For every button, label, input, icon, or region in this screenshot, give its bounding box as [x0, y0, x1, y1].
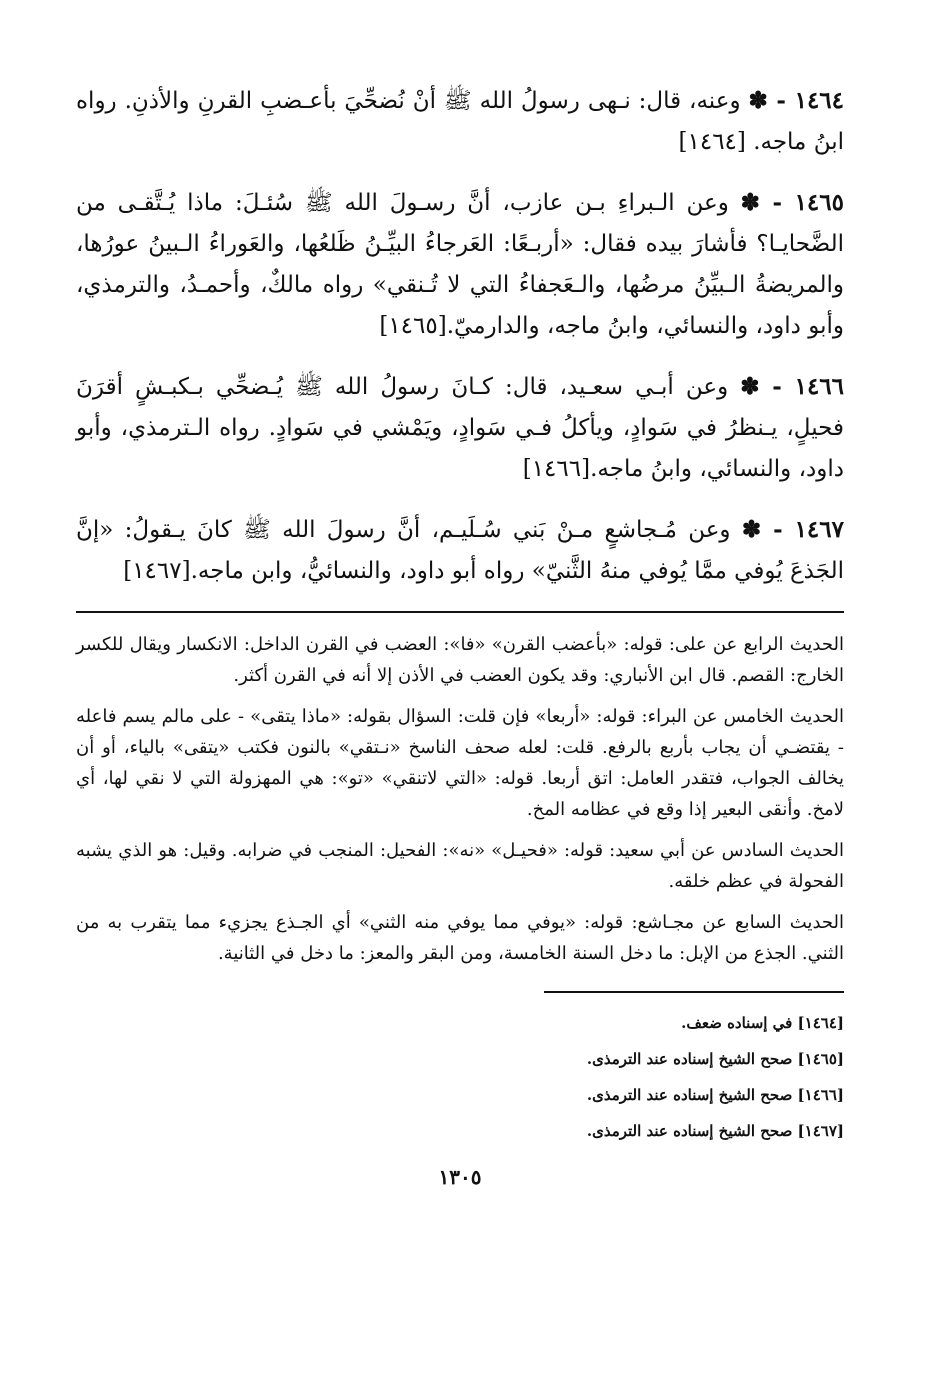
hadith-text: وعن الـبراءِ بـن عازب، أنَّ رسـولَ الله ﷺ سُئـلَ: ماذا يُـتَّقـى من الضَّحايـا؟ فأشارَ بيده فقال: «أربـعًا: العَرجاءُ البيِّـنُ ظَلعُها، والعَوراءُ الـبينُ عورُها، والمريضةُ الـبيِّنُ مرضُها، والـعَجفاءُ التي لا تُـنقي» رواه مالكٌ، وأحمـدُ، والترمذي، وأبو داود، والنسائي، وابنُ ماجه، والدارميّ.[١٤٦٥] [76, 190, 844, 339]
hadith-number: ١٤٦٦ - ✽ [740, 373, 845, 400]
commentary-section [76, 629, 844, 969]
hadith-number: ١٤٦٤ - ✽ [748, 87, 845, 114]
hadith-1467 [76, 509, 844, 592]
commentary-paragraph: الحديث السابع عن مجـاشع: قوله: «يوفي مما يوفي منه الثني» أي الجـذع يجزيء مما يتقرب به من الثني. الجذع من الإبل: ما دخل السنة الخامسة، ومن البقر والمعز: ما دخل في الثانية. [76, 912, 844, 964]
hadith-section [76, 80, 844, 592]
commentary-paragraph: الحديث الخامس عن البراء: قوله: «أربعا» فإن قلت: السؤال بقوله: «ماذا يتقى» - على مالم يسم فاعله - يقتضـي أن يجاب بأربع بالرفع. قلت: لعله صحف الناسخ «نـتقي» بالنون فكتب «يتقى» بالياء، أو أن يخالف الجواب، فتقدر العامل: اتق أربعا. قوله: «التي لاتنقي» «تو»: هي المهزولة التي لا نقي لها، أي لامخ. وأنقى البعير إذا وقع في عظامه المخ. [76, 706, 844, 820]
hadith-1464 [76, 80, 844, 163]
commentary-paragraph: الحديث السادس عن أبي سعيد: قوله: «فحيـل» «نه»: الفحيل: المنجب في ضرابه. وقيل: هو الذي يشبه الفحولة في عظم خلقه. [76, 840, 844, 892]
footnote: [١٤٦٦] صحح الشيخ إسناده عند الترمذى. [586, 1086, 844, 1104]
footnote-divider [544, 991, 844, 993]
footnotes-section [76, 1005, 844, 1149]
hadith-text: وعن أبـي سعـيد، قال: كـانَ رسولُ الله ﷺ يُـضحِّي بـكبـشٍ أقرَنَ فحيلٍ، يـنظرُ في سَوادٍ، ويأكلُ فـي سَوادٍ، ويَمْشي في سَوادٍ. رواه الـترمذي، وأبو داود، والنسائي، وابنُ ماجه.[١٤٦٦] [76, 374, 844, 482]
footnote: [١٤٦٥] صحح الشيخ إسناده عند الترمذى. [586, 1050, 844, 1068]
hadith-number: ١٤٦٥ - ✽ [740, 189, 844, 216]
commentary-paragraph: الحديث الرابع عن على: قوله: «بأعضب القرن» «فا»: العضب في القرن الداخل: الانكسار ويقال للكسر الخارج: القصم. قال ابن الأنباري: وقد يكون العضب في الأذن إلا أنه في القرن أكثر. [76, 634, 844, 686]
hadith-text: وعنه، قال: نـهى رسولُ الله ﷺ أنْ نُضحِّيَ بأعـضبِ القرنِ والأذنِ. رواه ابنُ ماجه. [١٤٦٤] [76, 88, 844, 155]
hadith-number: ١٤٦٧ - ✽ [741, 516, 844, 543]
page-number: ١٣٠٥ [438, 1165, 482, 1189]
footnote: [١٤٦٤] في إسناده ضعف. [681, 1014, 844, 1032]
footnote: [١٤٦٧] صحح الشيخ إسناده عند الترمذى. [586, 1122, 844, 1140]
hadith-1465 [76, 182, 844, 347]
hadith-text: وعن مُـجاشعٍ مـنْ بَني سُـلَيـم، أنَّ رسولَ الله ﷺ كانَ يـقولُ: «إنَّ الجَذعَ يُوفي ممَّا يُوفي منهُ الثَّنيّ» رواه أبو داود، والنسائيُّ، وابن ماجه.[١٤٦٧] [76, 517, 844, 584]
hadith-1466 [76, 366, 844, 490]
section-divider [76, 611, 844, 613]
